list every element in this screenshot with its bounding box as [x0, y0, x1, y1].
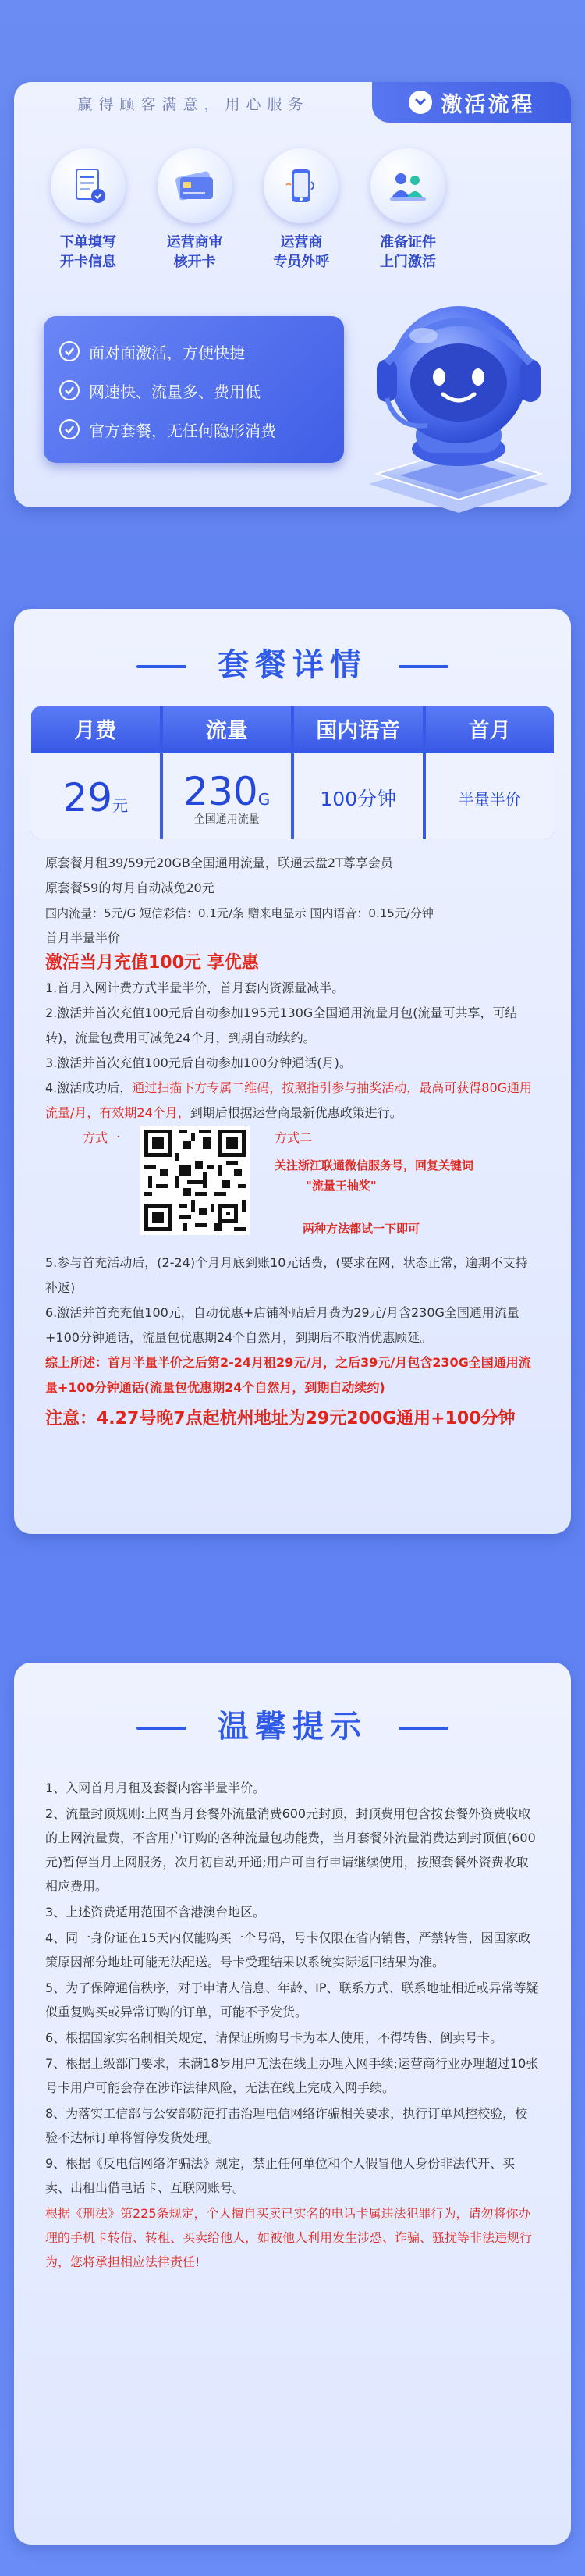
tip-item: 8、为落实工信部与公安部防范打击治理电信网络诈骗相关要求，执行订单风控校验，校验不达标订单将暂停发货处理。	[45, 2106, 528, 2145]
rule-item: 6.激活并首充充值100元，自动优惠+店铺补贴后月费为29元/月含230G全国通用流量+100分钟通话，流量包优惠期24个自然月，到期后不取消优惠顾延。	[45, 1305, 519, 1345]
qr-instruction-line: 关注浙江联通微信服务号，回复关键词	[275, 1158, 474, 1172]
rule4-prefix: 4.激活成功后，	[45, 1080, 133, 1095]
header-data: 流量	[163, 706, 292, 750]
cell-monthly-fee	[31, 753, 160, 839]
card-icon	[158, 148, 232, 223]
tips-title-text: 温馨提示	[218, 1709, 367, 1745]
voice-value: 100分钟	[320, 788, 397, 810]
feature-item	[59, 332, 328, 371]
cell-voice	[294, 753, 423, 839]
method-one-label: 方式一	[83, 1130, 121, 1145]
rule-item: 5.参与首充活动后，(2-24)个月月底到账10元话费，(要求在网，状态正常，逾期不支持补返)	[45, 1255, 528, 1295]
tip-item: 6、根据国家实名制相关规定，请保证所购号卡为本人使用，不得转售、倒卖号卡。	[45, 2030, 503, 2045]
slogan: 赢得顾客满意，用心服务	[77, 96, 310, 113]
step-label: 上门激活	[379, 254, 436, 270]
qr-code[interactable]	[140, 1126, 250, 1235]
cell-first-month	[426, 753, 555, 839]
activation-title: 激活流程	[441, 92, 535, 117]
step-label: 开卡信息	[60, 254, 116, 270]
plan-details	[45, 851, 540, 1432]
qr-section	[45, 1126, 540, 1251]
qr-tip: 两种方法都试一下即可	[303, 1222, 420, 1236]
tips-list	[45, 1776, 540, 2275]
legal-warning: 根据《刑法》第225条规定，个人擅自买卖已实名的电话卡属违法犯罪行为，请勿将你办理的手机卡转借、转租、买卖给他人，如被他人利用发生涉恐、诈骗、骚扰等非法违规行为，您将承担相应法律责任!	[45, 2206, 533, 2269]
rule4-suffix: 到期后根据运营商最新优惠政策进行。	[190, 1105, 402, 1120]
plan-table	[31, 706, 554, 839]
chevron-down-icon	[409, 91, 432, 114]
tips-title	[14, 1702, 571, 1746]
rule-item: 3.激活并首次充值100元后自动参加100分钟通话(月)。	[45, 1055, 352, 1070]
qr-instructions	[275, 1155, 473, 1196]
tips-card	[14, 1663, 571, 2545]
first-month-value: 半量半价	[458, 789, 521, 809]
detail-line: 原套餐月租39/59元20GB全国通用流量，联通云盘2T尊享会员	[45, 856, 393, 870]
notice-text: 注意：4.27号晚7点起杭州地址为29元200G通用+100分钟	[45, 1409, 516, 1429]
cell-data	[163, 753, 292, 839]
title-decoration	[399, 1727, 448, 1730]
header-voice: 国内语音	[294, 706, 423, 750]
activation-flow-tab	[372, 82, 571, 123]
rule-item	[45, 1076, 540, 1126]
people-icon	[370, 148, 445, 223]
detail-line: 首月半量半价	[45, 930, 121, 945]
plan-card	[14, 609, 571, 1534]
detail-line: 国内流量：5元/G 短信彩信：0.1元/条 赠来电显示 国内语音：0.15元/分钟	[45, 906, 434, 920]
plan-title	[14, 640, 571, 685]
check-icon	[59, 380, 80, 400]
title-decoration	[399, 665, 448, 668]
feature-item	[59, 371, 328, 410]
header-monthly-fee: 月费	[31, 706, 160, 750]
monthly-fee-value: 29	[62, 775, 113, 820]
promo-headline: 激活当月充值100元 享优惠	[45, 953, 259, 973]
method-two-label: 方式二	[275, 1130, 313, 1145]
title-decoration	[136, 665, 186, 668]
features-panel	[44, 316, 344, 463]
rule4-highlight: 通过扫描下方专属二维码，按照指引参与抽奖活动，最高可获得80G通用流量/月，有效期24个月，	[45, 1080, 533, 1120]
summary-text: 综上所述：首月半量半价之后第2-24月租29元/月，之后39元/月包含230G全国通用流量+100分钟通话(流量包优惠期24个自然月，到期自动续约)	[45, 1355, 531, 1395]
step-review	[152, 148, 238, 272]
rule-item: 1.首月入网计费方式半量半价，首月套内资源量减半。	[45, 980, 345, 995]
tip-item: 7、根据上级部门要求，未满18岁用户无法在线上办理入网手续;运营商行业办理超过10张号卡用户可能会存在涉诈法律风险，无法在线上完成入网手续。	[45, 2056, 539, 2095]
monthly-fee-unit: 元	[112, 796, 129, 815]
step-visit	[365, 148, 451, 272]
step-label: 运营商	[280, 234, 323, 251]
qr-keyword: "流量王抽奖"	[306, 1179, 377, 1193]
header-first-month: 首月	[426, 706, 555, 750]
step-call	[258, 148, 344, 272]
detail-line: 原套餐59的每月自动减免20元	[45, 881, 214, 895]
robot-mascot-icon	[342, 293, 576, 519]
activation-steps	[45, 148, 451, 272]
plan-title-text: 套餐详情	[218, 647, 367, 683]
data-subtext: 全国通用流量	[193, 813, 260, 826]
form-icon	[51, 148, 126, 223]
data-value: 230	[183, 769, 258, 814]
step-label: 下单填写	[60, 234, 116, 251]
tip-item: 4、同一身份证在15天内仅能购买一个号码，号卡仅限在省内销售，严禁转售，因国家政策原因部分地址可能无法配送。号卡受理结果以系统实际返回结果为准。	[45, 1930, 531, 1969]
feature-text: 官方套餐，无任何隐形消费	[89, 421, 276, 440]
tip-item: 9、根据《反电信网络诈骗法》规定，禁止任何单位和个人假冒他人身份非法代开、买卖、出租出借电话卡、互联网账号。	[45, 2156, 516, 2195]
data-unit: G	[257, 790, 271, 809]
step-label: 专员外呼	[273, 254, 330, 270]
step-label: 核开卡	[173, 254, 216, 270]
step-order	[45, 148, 131, 272]
tip-item: 3、上述资费适用范围不含港澳台地区。	[45, 1905, 266, 1920]
feature-item	[59, 410, 328, 449]
phone-icon	[264, 148, 339, 223]
rule-item: 2.激活并首次充值100元后自动参加195元130G全国通用流量月包(流量可共享，可结转)，流量包费用可减免24个月，到期自动续约。	[45, 1005, 518, 1045]
step-label: 准备证件	[379, 234, 436, 251]
feature-text: 面对面激活，方便快捷	[89, 343, 245, 362]
tip-item: 1、入网首月月租及套餐内容半量半价。	[45, 1781, 266, 1795]
feature-text: 网速快、流量多、费用低	[89, 382, 261, 401]
tip-item: 5、为了保障通信秩序，对于申请人信息、年龄、IP、联系方式、联系地址相近或异常等疑似重复购买或异常订购的订单，可能不予发货。	[45, 1980, 539, 2019]
activation-card	[14, 82, 571, 507]
tip-item: 2、流量封顶规则:上网当月套餐外流量消费600元封顶，封顶费用包含按套餐外资费收取的上网流量费，不含用户订购的各种流量包功能费，当月套餐外流量消费达到封顶值(600元)暂停当月上网服务，次月初自动开通;用户可自行申请继续使用，按照套餐外资费收取相应费用。	[45, 1806, 536, 1894]
check-icon	[59, 341, 80, 361]
check-icon	[59, 419, 80, 439]
title-decoration	[136, 1727, 186, 1730]
step-label: 运营商审	[166, 234, 223, 251]
